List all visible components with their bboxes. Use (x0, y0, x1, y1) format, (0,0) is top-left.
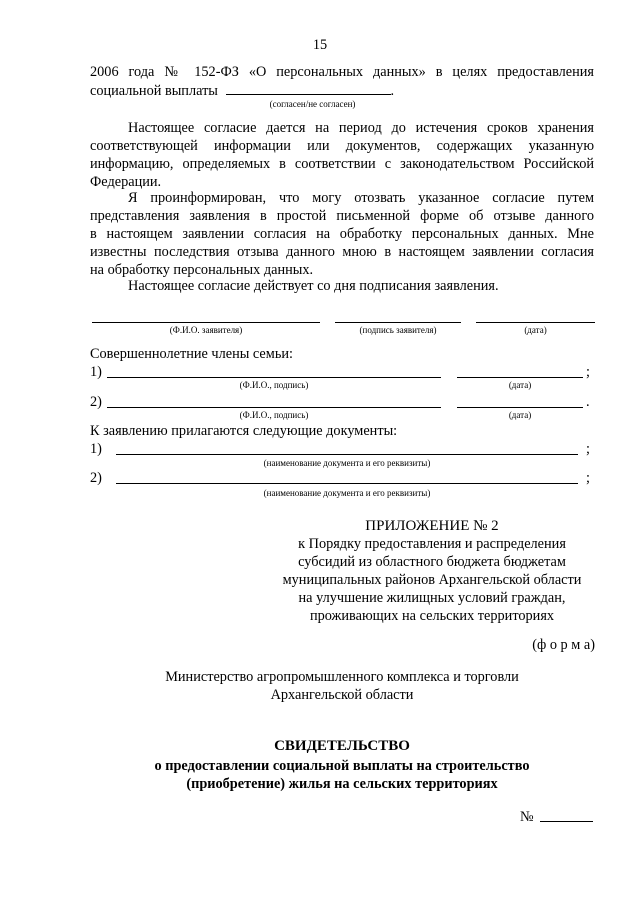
family-fio-line[interactable] (107, 377, 441, 378)
family-date-caption: (дата) (508, 380, 532, 390)
certificate-subtitle-line: (приобретение) жилья на сельских территориях (186, 776, 498, 792)
appendix-line: проживающих на сельских территориях (309, 608, 555, 624)
appendix-line: на улучшение жилищных условий граждан, (298, 590, 566, 606)
docs-line[interactable] (116, 483, 578, 484)
fio-signature-line[interactable] (92, 322, 320, 323)
paragraph-line: Федерации. (90, 174, 162, 190)
consent-line-end: . (390, 83, 395, 99)
page-number: 15 (312, 37, 328, 53)
family-date-line[interactable] (457, 407, 583, 408)
consent-line (90, 81, 410, 100)
ministry-line: Архангельской области (270, 687, 414, 703)
docs-row-end: ; (586, 470, 590, 486)
date-line[interactable] (476, 322, 595, 323)
certificate-title: СВИДЕТЕЛЬСТВО (274, 738, 410, 754)
family-fio-caption: (Ф.И.О., подпись) (239, 410, 309, 420)
paragraph-line: информацию, определяемых в соответствии с законодательством Российской (90, 156, 594, 172)
appendix-line: муниципальных районов Архангельской области (282, 572, 582, 588)
family-date-caption: (дата) (508, 410, 532, 420)
paragraph-line: на обработку персональных данных. (90, 262, 314, 278)
paragraph-consent-period (90, 119, 594, 191)
docs-row-number: 1) (90, 441, 102, 457)
family-row-number: 1) (90, 364, 102, 380)
ministry-line: Министерство агропромышленного комплекса и торговли (165, 669, 519, 685)
appendix-title: ПРИЛОЖЕНИЕ № 2 (365, 518, 499, 534)
paragraph-line: Я проинформирован, что могу отозвать указанное согласие путем (128, 190, 594, 206)
number-blank[interactable] (540, 821, 593, 822)
appendix-line: субсидий из областного бюджета бюджетам (298, 554, 566, 570)
paragraph-line: соответствующей информации или документов, содержащих указанную (90, 138, 594, 154)
signature-line[interactable] (335, 322, 461, 323)
family-row-end: ; (586, 364, 590, 380)
signature-caption: (подпись заявителя) (359, 325, 437, 335)
date-caption: (дата) (524, 325, 547, 335)
certificate-subtitle (90, 757, 594, 793)
docs-caption: (наименование документа и его реквизиты) (263, 458, 431, 468)
appendix-block (272, 517, 592, 625)
paragraph-line: известны последствия отзыва данного мною в настоящем заявлении согласия (90, 244, 594, 260)
docs-line[interactable] (116, 454, 578, 455)
number-label: № (520, 809, 534, 825)
paragraph-revoke (90, 189, 594, 279)
paragraph-effective: Настоящее согласие действует со дня подписания заявления. (128, 278, 499, 294)
family-fio-line[interactable] (107, 407, 441, 408)
ministry-block (90, 668, 594, 704)
consent-blank[interactable] (226, 81, 391, 95)
family-title: Совершеннолетние члены семьи: (90, 346, 293, 362)
family-row-number: 2) (90, 394, 102, 410)
docs-row-end: ; (586, 441, 590, 457)
certificate-subtitle-line: о предоставлении социальной выплаты на строительство (154, 758, 530, 774)
consent-line-label: социальной выплаты (90, 83, 218, 99)
family-fio-caption: (Ф.И.О., подпись) (239, 380, 309, 390)
docs-title: К заявлению прилагаются следующие документы: (90, 423, 398, 439)
docs-row-number: 2) (90, 470, 102, 486)
paragraph-line: представления заявления в простой письменной форме об отзыве данного (90, 208, 594, 224)
paragraph-line: в настоящем заявлении согласия на обработку персональных данных. Мне (90, 226, 594, 242)
paragraph-line: Настоящее согласие дается на период до истечения сроков хранения (128, 120, 594, 136)
consent-caption: (согласен/не согласен) (269, 99, 356, 109)
family-date-line[interactable] (457, 377, 583, 378)
fio-caption: (Ф.И.О. заявителя) (169, 325, 243, 335)
family-row-end: . (586, 394, 590, 410)
docs-caption: (наименование документа и его реквизиты) (263, 488, 431, 498)
appendix-line: к Порядку предоставления и распределения (298, 536, 566, 552)
form-label: (ф о р м а) (532, 637, 595, 653)
paragraph-line: 2006 года № 152-ФЗ «О персональных данных» в целях предоставления (90, 64, 594, 80)
